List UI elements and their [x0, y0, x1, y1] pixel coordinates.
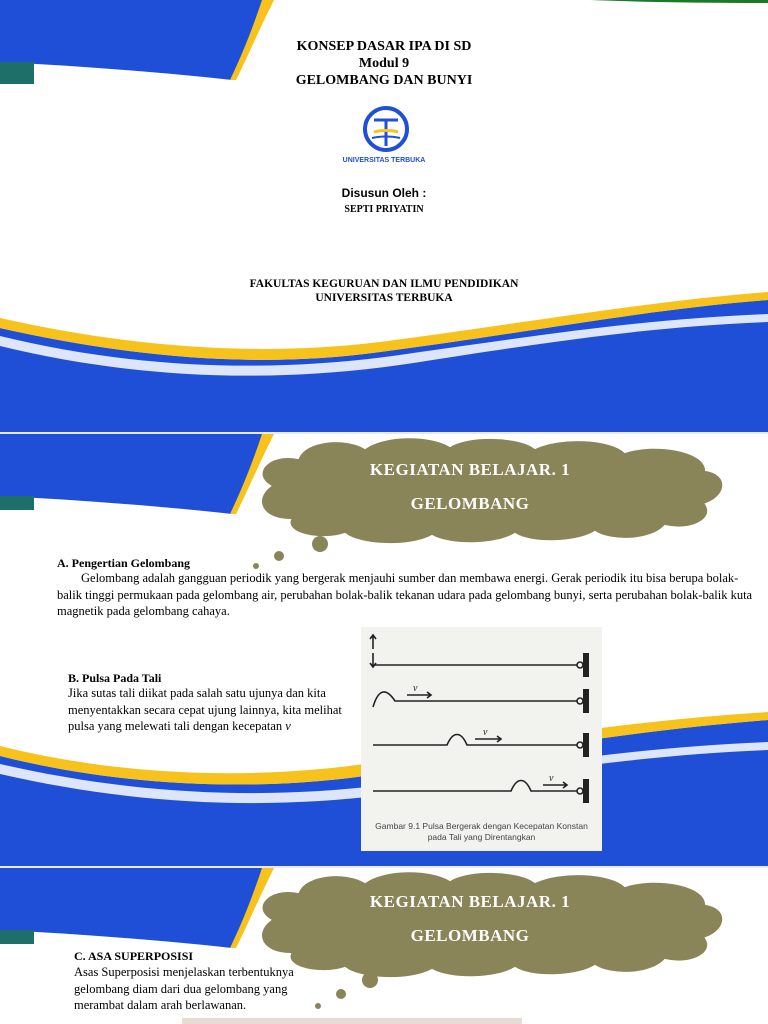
- faculty-name: FAKULTAS KEGURUAN DAN ILMU PENDIDIKAN: [249, 278, 519, 290]
- faculty-block: [0, 277, 768, 305]
- cloud-heading: KEGIATAN BELAJAR. 1: [369, 892, 571, 911]
- velocity-symbol: v: [285, 719, 291, 733]
- section-a-paragraph: Gelombang adalah gangguan periodik yang bergerak menjauhi sumber dan membawa energi. Gerak periodik itu bisa berupa bolak-balik tinggi permukaan pada gelombang air, perubahan bolak-balik tekanan udara pada gelombang bunyi, serta perubahan bolak-balik kuta magnetik pada gelombang cahaya.: [57, 571, 753, 618]
- pulse-figure: [361, 627, 602, 851]
- cloud-subheading: GELOMBANG: [410, 926, 530, 945]
- velocity-label: v: [483, 727, 488, 738]
- author-name: SEPTI PRIYATIN: [344, 204, 424, 215]
- section-a-heading: A. Pengertian Gelombang: [57, 556, 190, 570]
- section-c-paragraph: Asas Superposisi menjelaskan terbentuknya gelombang diam dari dua gelombang yang merambat dalam arah berlawanan.: [74, 965, 294, 1012]
- module-number: Modul 9: [358, 56, 410, 71]
- title-slide: [0, 0, 768, 432]
- module-title: [0, 38, 768, 89]
- content-slide-superposisi: [0, 868, 768, 1024]
- author-label: Disusun Oleh :: [341, 186, 427, 200]
- velocity-label: v: [413, 683, 418, 694]
- velocity-label: v: [549, 773, 554, 784]
- section-c-heading: C. ASA SUPERPOSISI: [74, 949, 194, 963]
- pulse-diagram: [361, 627, 602, 817]
- university-name: UNIVERSITAS TERBUKA: [315, 292, 453, 304]
- module-topic: GELOMBANG DAN BUNYI: [295, 73, 473, 88]
- cloud-heading: KEGIATAN BELAJAR. 1: [369, 460, 571, 479]
- logo-text: UNIVERSITAS TERBUKA: [342, 157, 426, 164]
- figure-caption-line2: pada Tali yang Direntangkan: [427, 832, 536, 842]
- section-b-heading: B. Pulsa Pada Tali: [68, 671, 162, 685]
- figure-caption: [361, 821, 602, 843]
- cloud-subheading: GELOMBANG: [410, 494, 530, 513]
- universitas-terbuka-logo: [356, 104, 416, 158]
- figure-caption-line1: Gambar 9.1 Pulsa Bergerak dengan Kecepatan Konstan: [375, 821, 588, 831]
- section-b-text: Jika sutas tali diikat pada salah satu ujunya dan kita menyentakkan secara cepat ujung lainnya, kita melihat pulsa yang melewati tali dengan kecepatan: [68, 686, 342, 733]
- content-slide-gelombang: [0, 434, 768, 866]
- section-b-paragraph: [68, 685, 343, 735]
- course-title: KONSEP DASAR IPA DI SD: [296, 39, 472, 54]
